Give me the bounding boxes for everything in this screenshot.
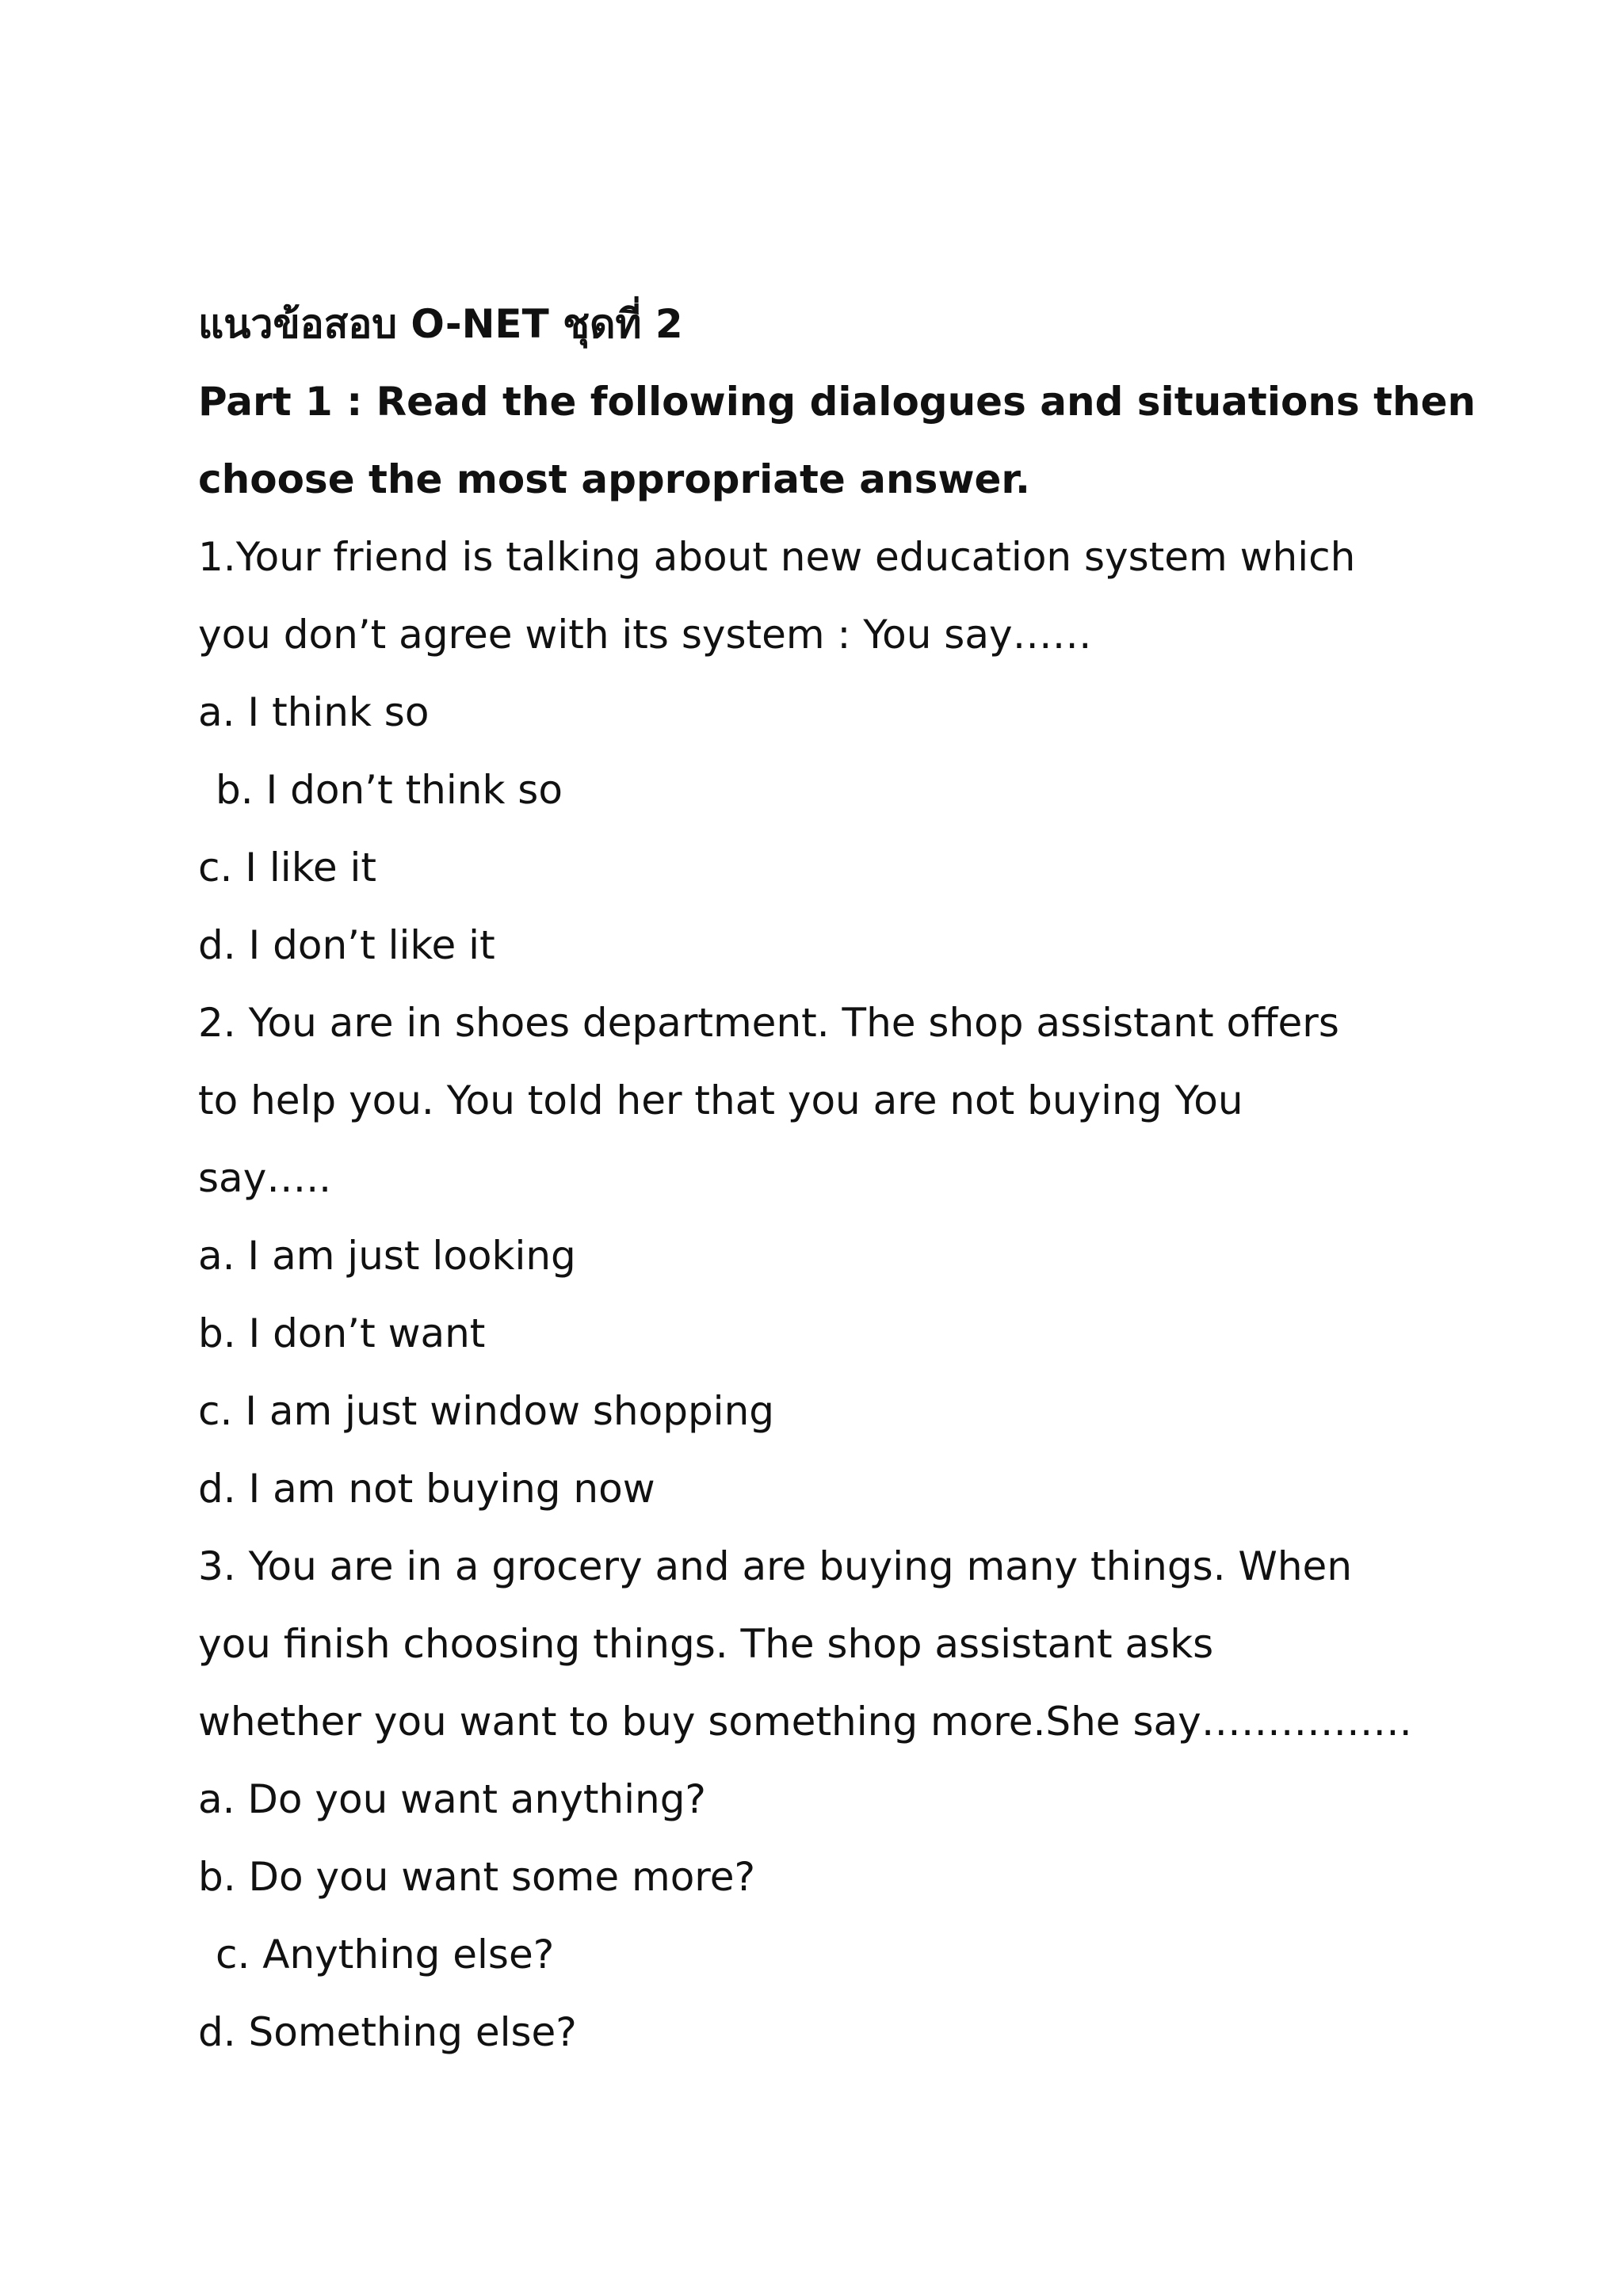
question-prompt-line: 3. You are in a grocery and are buying many things. When	[198, 1543, 1353, 1589]
answer-option-b: b. Do you want some more?	[198, 1854, 756, 1900]
document-title: แนวข้อสอบ O-NET ชุดที่ 2	[198, 301, 683, 347]
question-prompt-line: 1.Your friend is talking about new education system which	[198, 534, 1356, 580]
answer-option-d: d. I am not buying now	[198, 1466, 655, 1512]
answer-option-c: c. Anything else?	[216, 1932, 555, 1978]
answer-option-c: c. I am just window shopping	[198, 1388, 775, 1434]
answer-option-a: a. I am just looking	[198, 1233, 576, 1279]
answer-option-c: c. I like it	[198, 845, 377, 891]
answer-option-d: d. I don’t like it	[198, 922, 495, 968]
instructions-line: choose the most appropriate answer.	[198, 456, 1030, 502]
question-prompt-line: say…..	[198, 1155, 332, 1201]
instructions-line: Part 1 : Read the following dialogues and situations then	[198, 379, 1476, 425]
question-prompt-line: 2. You are in shoes department. The shop assistant offers	[198, 1000, 1339, 1046]
answer-option-d: d. Something else?	[198, 2009, 577, 2055]
answer-option-a: a. I think so	[198, 689, 430, 735]
question-1	[198, 518, 1434, 984]
question-prompt-line: whether you want to buy something more.She say…………….	[198, 1699, 1412, 1745]
question-prompt-line: you finish choosing things. The shop assistant asks	[198, 1621, 1214, 1667]
question-2	[198, 984, 1434, 1527]
answer-option-b: b. I don’t want	[198, 1310, 486, 1356]
question-prompt-line: to help you. You told her that you are not buying You	[198, 1077, 1243, 1123]
question-prompt-line: you don’t agree with its system : You say……	[198, 612, 1092, 658]
question-3	[198, 1527, 1434, 2071]
answer-option-a: a. Do you want anything?	[198, 1776, 706, 1822]
answer-option-b: b. I don’t think so	[216, 767, 563, 813]
document-content	[198, 285, 1476, 2071]
